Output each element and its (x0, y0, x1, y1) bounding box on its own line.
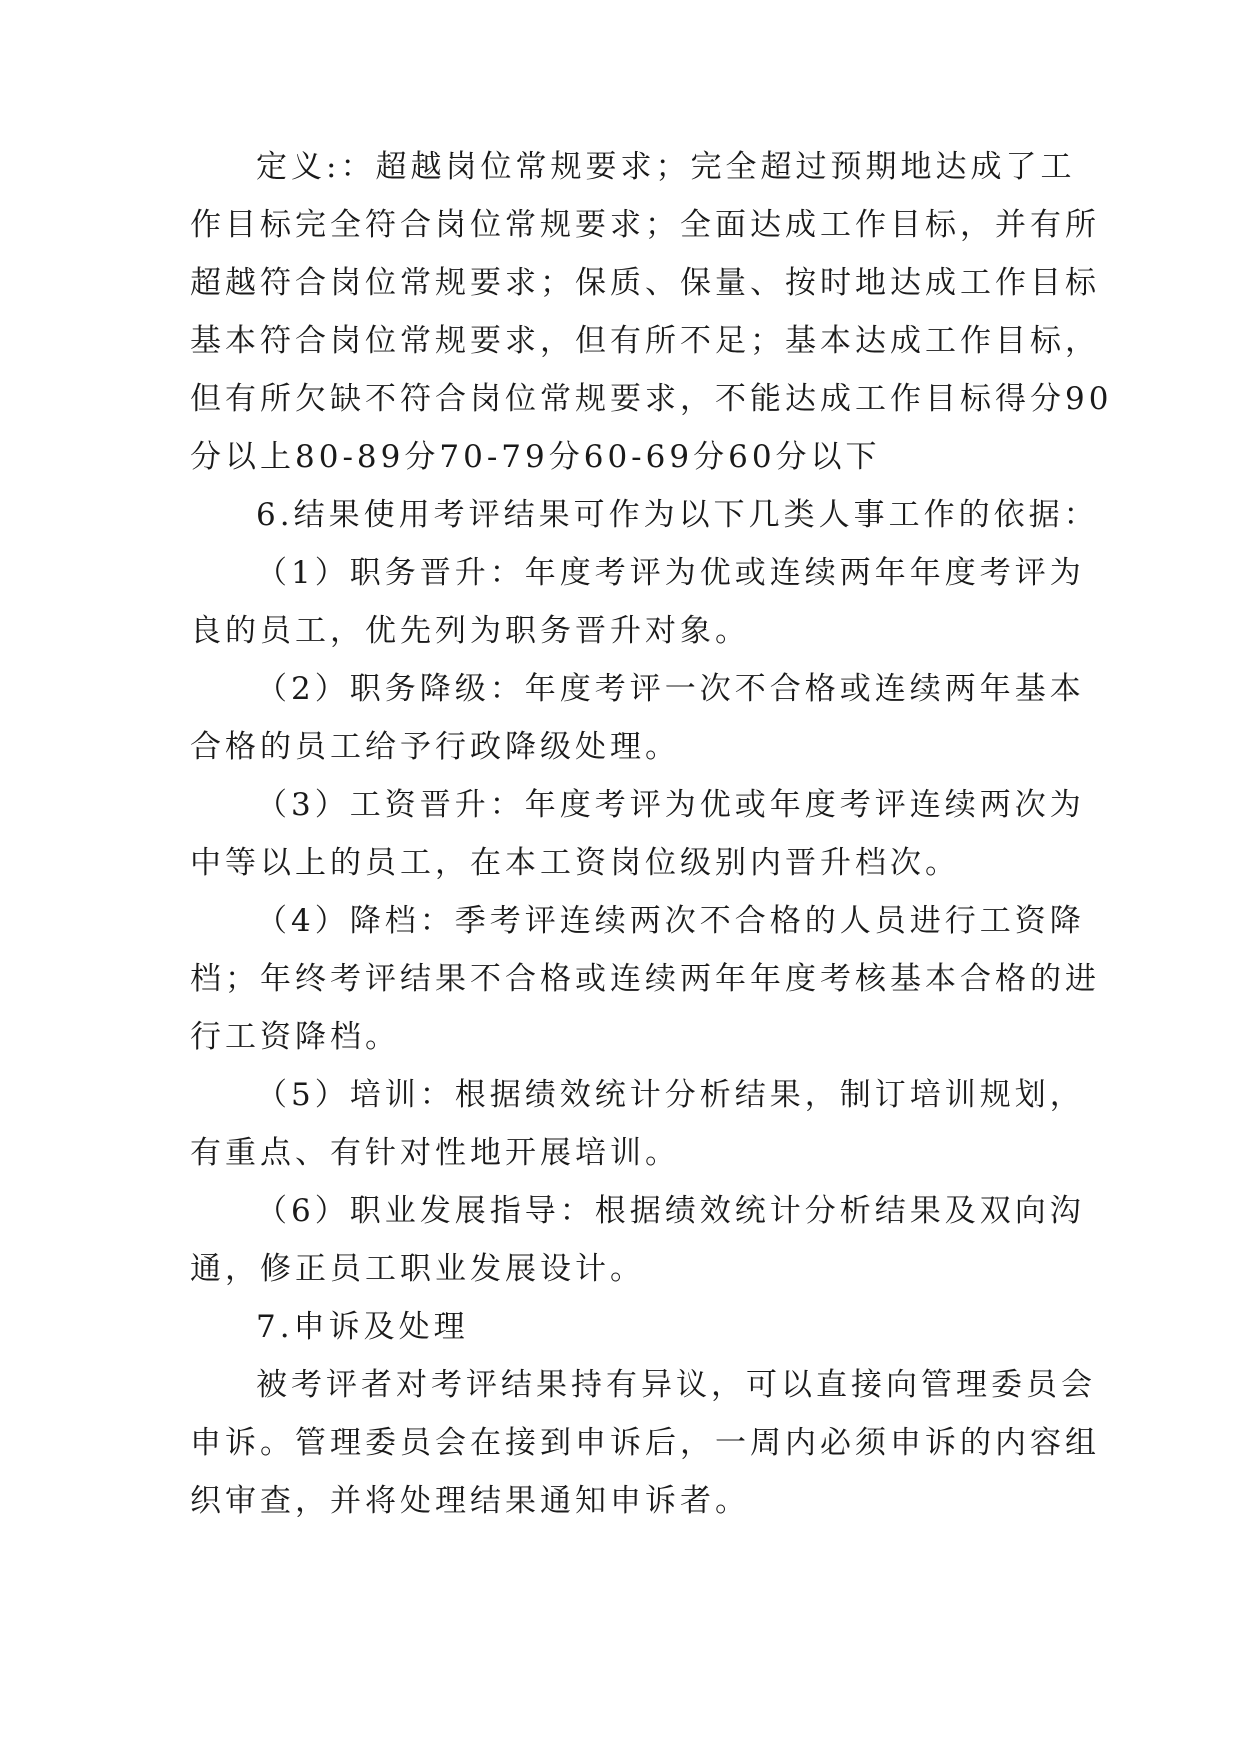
definition-line-5: 但有所欠缺不符合岗位常规要求，不能达成工作目标得分90 (190, 381, 1113, 417)
section-6-item-5-line-1: （5）培训：根据绩效统计分析结果，制订培训规划， (256, 1077, 1085, 1113)
section-6-item-2-line-1: （2）职务降级：年度考评一次不合格或连续两年基本 (256, 671, 1085, 707)
definition-line-3: 超越符合岗位常规要求；保质、保量、按时地达成工作目标 (190, 265, 1100, 301)
section-6-item-1-line-2: 良的员工，优先列为职务晋升对象。 (190, 613, 750, 649)
section-7-heading: 7.申诉及处理 (256, 1309, 469, 1345)
definition-line-6: 分以上80-89分70-79分60-69分60分以下 (190, 439, 881, 475)
section-6-item-3-line-2: 中等以上的员工，在本工资岗位级别内晋升档次。 (190, 845, 960, 881)
section-7-paragraph-line-3: 织审查，并将处理结果通知申诉者。 (190, 1483, 750, 1519)
section-6-item-2-line-2: 合格的员工给予行政降级处理。 (190, 729, 680, 765)
section-6-item-1-line-1: （1）职务晋升：年度考评为优或连续两年年度考评为 (256, 555, 1085, 591)
definition-line-4: 基本符合岗位常规要求，但有所不足；基本达成工作目标， (190, 323, 1100, 359)
section-7-paragraph-line-1: 被考评者对考评结果持有异议，可以直接向管理委员会 (256, 1367, 1096, 1403)
section-6-item-4-line-2: 档；年终考评结果不合格或连续两年年度考核基本合格的进 (190, 961, 1100, 997)
document-body (190, 138, 1113, 1530)
section-6-item-4-line-3: 行工资降档。 (190, 1019, 400, 1055)
definition-line-2: 作目标完全符合岗位常规要求；全面达成工作目标，并有所 (190, 207, 1100, 243)
section-6-item-6-line-1: （6）职业发展指导：根据绩效统计分析结果及双向沟 (256, 1193, 1085, 1229)
section-7-paragraph-line-2: 申诉。管理委员会在接到申诉后，一周内必须申诉的内容组 (190, 1425, 1100, 1461)
section-6-heading: 6.结果使用考评结果可作为以下几类人事工作的依据： (256, 497, 1099, 533)
section-6-item-5-line-2: 有重点、有针对性地开展培训。 (190, 1135, 680, 1171)
section-6-item-3-line-1: （3）工资晋升：年度考评为优或年度考评连续两次为 (256, 787, 1085, 823)
section-6-item-4-line-1: （4）降档：季考评连续两次不合格的人员进行工资降 (256, 903, 1085, 939)
section-6-item-6-line-2: 通，修正员工职业发展设计。 (190, 1251, 645, 1287)
definition-line-1: 定义:：超越岗位常规要求；完全超过预期地达成了工 (256, 149, 1076, 185)
